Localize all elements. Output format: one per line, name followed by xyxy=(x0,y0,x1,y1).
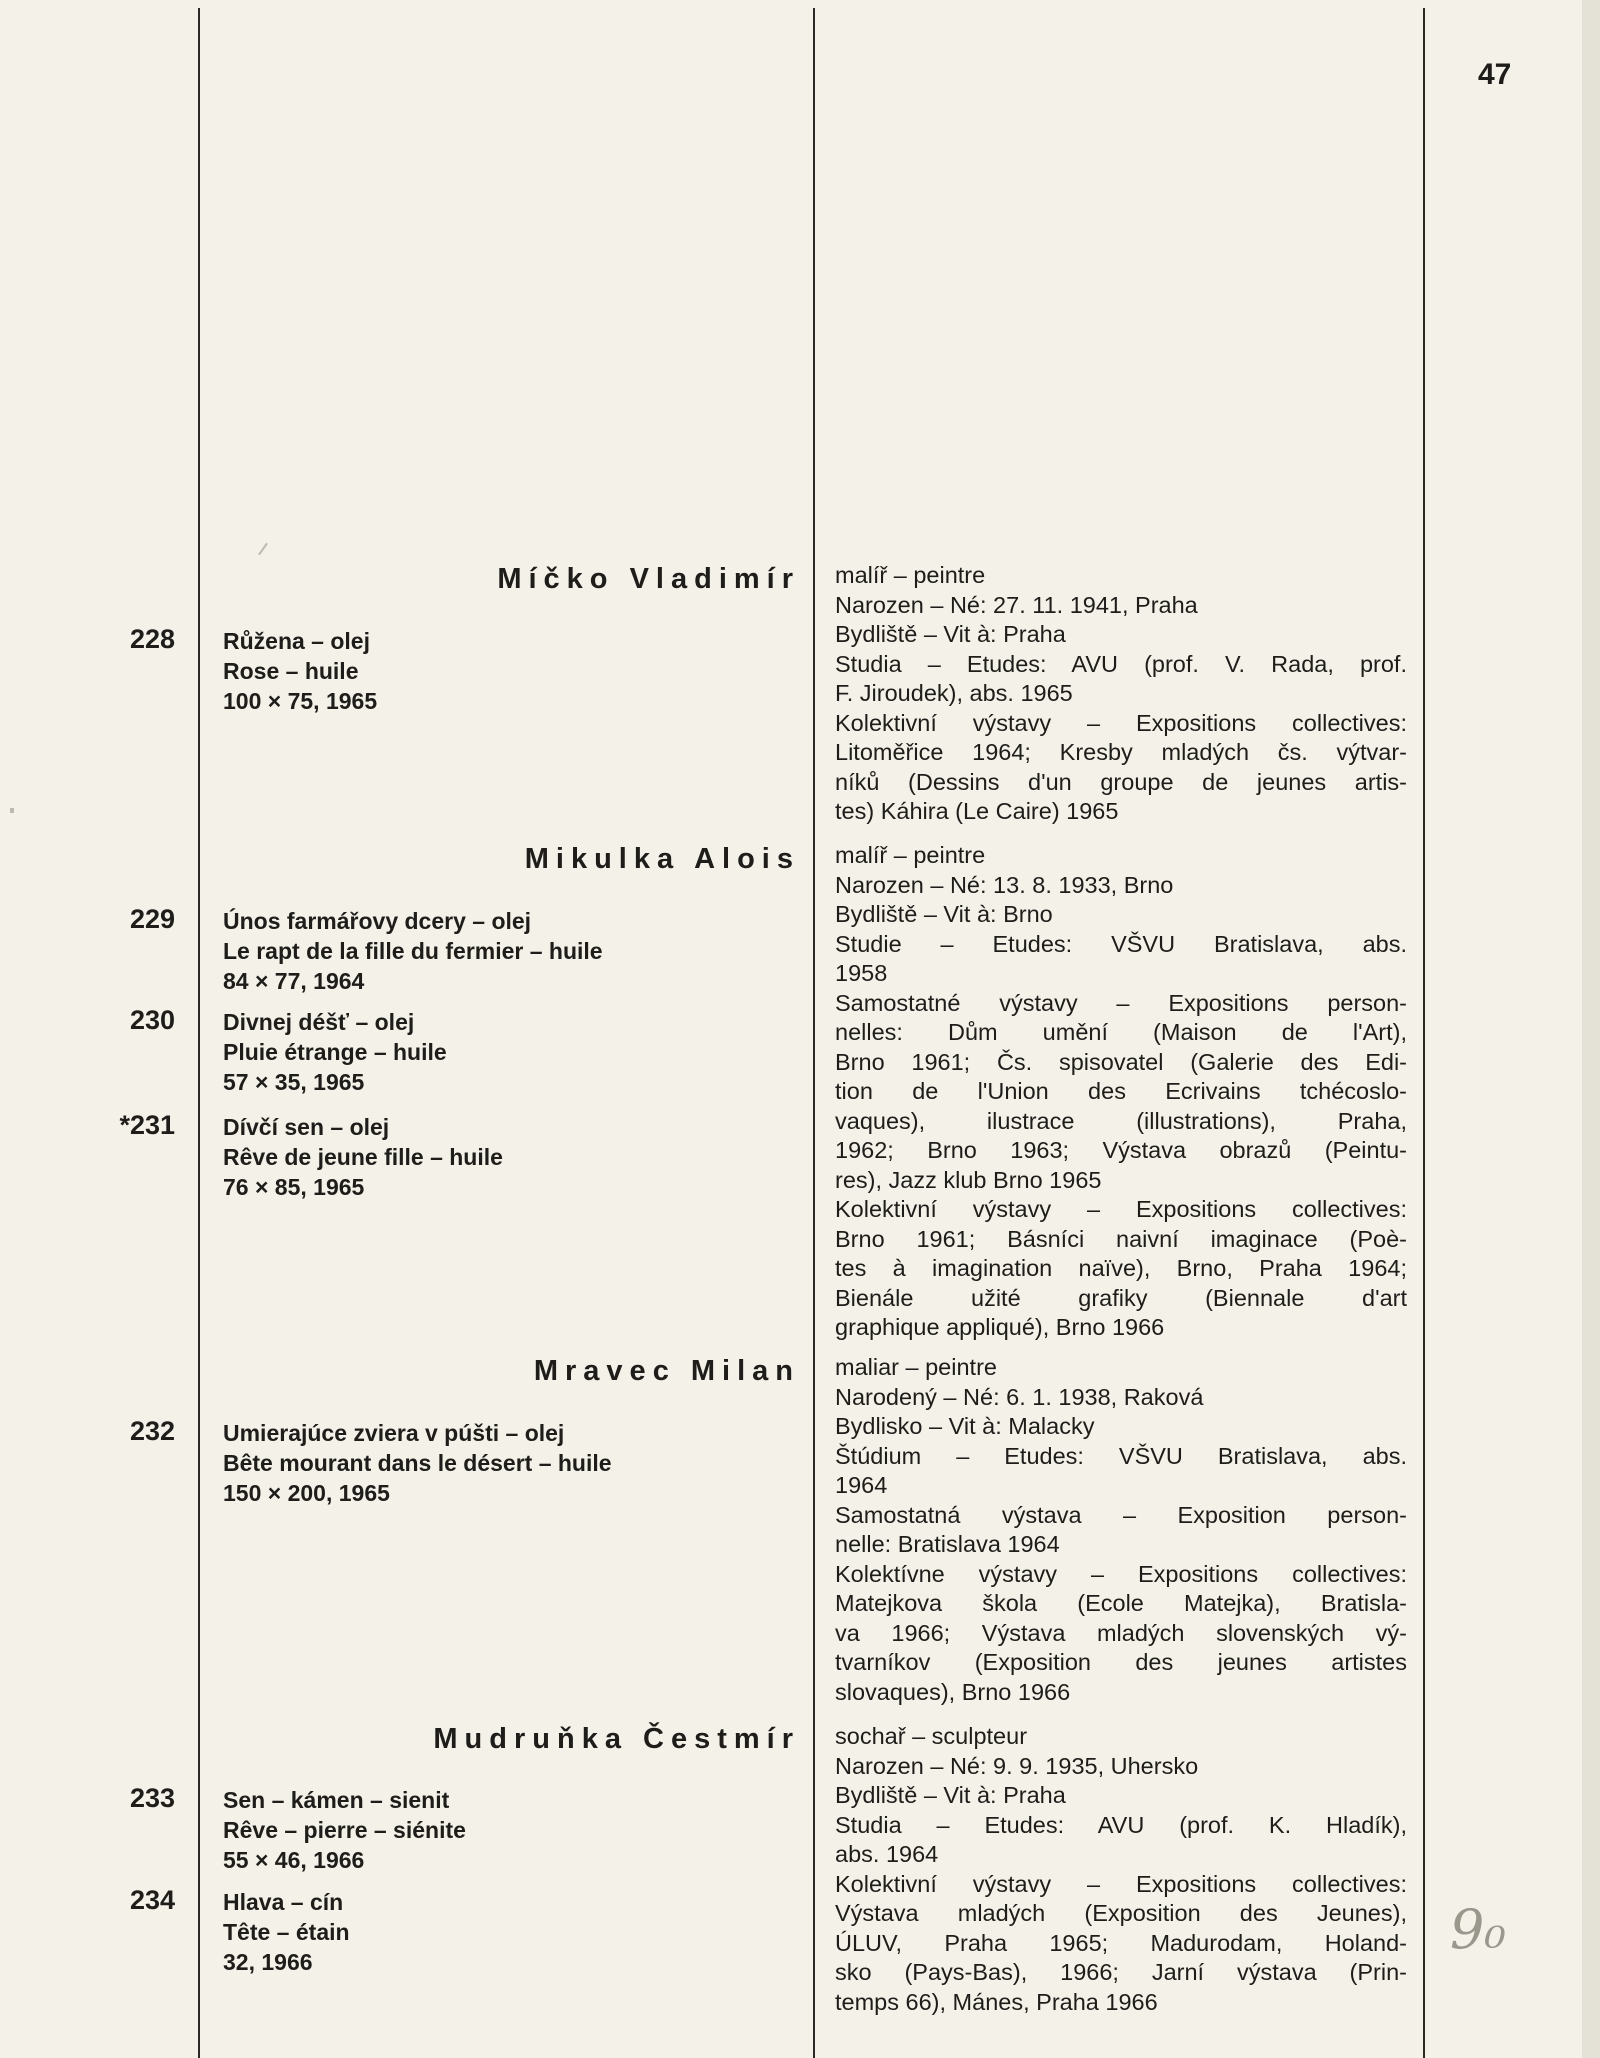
artist-name: Mudruňka Čestmír xyxy=(433,1723,800,1755)
page-number: 47 xyxy=(1478,58,1512,91)
bio-line: 1962; Brno 1963; Výstava obrazů (Peintu- xyxy=(835,1137,1407,1163)
bio-line: Brno 1961; Čs. spisovatel (Galerie des Edi- xyxy=(835,1048,1407,1075)
bio-line: malíř – peintre xyxy=(835,842,986,868)
entry-number: 233 xyxy=(129,1783,175,1813)
work-dimensions: 100 × 75, 1965 xyxy=(223,688,378,714)
bio-line: Matejkova škola (Ecole Matejka), Bratisla- xyxy=(835,1590,1407,1616)
work-title-french: Bête mourant dans le désert – huile xyxy=(223,1450,612,1476)
bio-line: Studia – Etudes: AVU (prof. V. Rada, prof. xyxy=(835,650,1407,677)
bio-line: Výstava mladých (Exposition des Jeunes), xyxy=(835,1900,1407,1926)
artist-biography xyxy=(835,1353,1407,1707)
bio-line: tes à imagination naïve), Brno, Praha 1964; xyxy=(835,1255,1407,1281)
bio-line: 1964 xyxy=(835,1472,888,1498)
bio-line: Kolektivní výstavy – Expositions collectives: xyxy=(835,709,1407,736)
bio-line: maliar – peintre xyxy=(835,1354,997,1380)
bio-line: Brno 1961; Básníci naivní imaginace (Poè- xyxy=(835,1225,1407,1252)
work-title-czech: Sen – kámen – sienit xyxy=(223,1787,450,1813)
bio-line: 1958 xyxy=(835,960,888,986)
bio-line: Kolektivní výstavy – Expositions collectives: xyxy=(835,1196,1407,1222)
bio-line: tvarníkov (Exposition des jeunes artistes xyxy=(835,1649,1407,1675)
bio-line: Bydliště – Vit à: Praha xyxy=(835,1782,1066,1808)
column-rule-right xyxy=(1423,8,1425,2058)
catalog-entry xyxy=(0,1110,800,1210)
work-title-czech: Únos farmářovy dcery – olej xyxy=(223,908,532,934)
catalog-entry xyxy=(0,624,800,724)
bio-line: slovaques), Brno 1966 xyxy=(835,1678,1071,1705)
column-rule-middle xyxy=(813,8,815,2058)
bio-line: Studia – Etudes: AVU (prof. K. Hladík), xyxy=(835,1811,1407,1838)
work-dimensions: 150 × 200, 1965 xyxy=(223,1480,390,1506)
work-title-slovak: Umierajúce zviera v púšti – olej xyxy=(223,1420,565,1446)
work-dimensions: 76 × 85, 1965 xyxy=(223,1174,365,1200)
work-title-czech: Hlava – cín xyxy=(223,1889,344,1915)
work-dimensions: 55 × 46, 1966 xyxy=(223,1847,365,1873)
bio-line: malíř – peintre xyxy=(835,562,986,588)
entry-number: 229 xyxy=(129,904,175,934)
bio-line: temps 66), Mánes, Praha 1966 xyxy=(835,1988,1158,2015)
bio-line: Bydliště – Vit à: Praha xyxy=(835,621,1066,647)
page-edge xyxy=(1582,0,1600,2058)
bio-line: Samostatná výstava – Exposition person- xyxy=(835,1501,1407,1528)
work-dimensions: 84 × 77, 1964 xyxy=(223,968,365,994)
bio-line: Bydlisko – Vit à: Malacky xyxy=(835,1413,1095,1439)
bio-line: níků (Dessins d'un groupe de jeunes artis- xyxy=(835,768,1407,795)
bio-line: Kolektívne výstavy – Expositions collectives: xyxy=(835,1560,1407,1587)
bio-line: ÚLUV, Praha 1965; Madurodam, Holand- xyxy=(835,1929,1407,1956)
bio-line: Bienále užité grafiky (Biennale d'art xyxy=(835,1284,1407,1311)
bio-line: vaques), ilustrace (illustrations), Praha, xyxy=(835,1107,1407,1134)
bio-line: Narozen – Né: 27. 11. 1941, Praha xyxy=(835,591,1198,618)
bio-line: abs. 1964 xyxy=(835,1841,939,1867)
artist-biography xyxy=(835,561,1407,827)
stray-mark xyxy=(258,543,268,556)
entry-number: 228 xyxy=(129,624,175,654)
work-title-french: Rêve de jeune fille – huile xyxy=(223,1144,503,1170)
bio-line: F. Jiroudek), abs. 1965 xyxy=(835,680,1073,706)
bio-line: nelles: Dům umění (Maison de l'Art), xyxy=(835,1019,1407,1045)
work-title-czech: Divnej déšť – olej xyxy=(223,1009,415,1035)
artist-biography xyxy=(835,1722,1407,2017)
stray-mark xyxy=(10,808,14,813)
bio-line: sko (Pays-Bas), 1966; Jarní výstava (Prin- xyxy=(835,1959,1407,1985)
artist-name: Mravec Milan xyxy=(533,1355,800,1387)
work-title-french: Pluie étrange – huile xyxy=(223,1039,447,1065)
bio-line: Bydliště – Vit à: Brno xyxy=(835,901,1053,927)
work-title-french: Rêve – pierre – siénite xyxy=(223,1817,466,1843)
bio-line: tion de l'Union des Ecrivains tchécoslo- xyxy=(835,1078,1407,1104)
work-title-french: Tête – étain xyxy=(223,1919,350,1945)
catalog-entry xyxy=(0,1885,800,1985)
entry-number: 230 xyxy=(129,1005,175,1035)
bio-line: tes) Káhira (Le Caire) 1965 xyxy=(835,798,1119,824)
catalog-entry xyxy=(0,1783,800,1883)
catalog-entry xyxy=(0,904,800,1004)
entry-number: 234 xyxy=(129,1885,175,1915)
work-dimensions: 57 × 35, 1965 xyxy=(223,1069,365,1095)
bio-line: Samostatné výstavy – Expositions person- xyxy=(835,989,1407,1016)
entry-number: 232 xyxy=(129,1416,175,1446)
catalog-entry xyxy=(0,1416,800,1516)
artist-name: Mikulka Alois xyxy=(524,843,800,875)
entry-number: *231 xyxy=(119,1110,175,1140)
bio-line: sochař – sculpteur xyxy=(835,1723,1028,1749)
bio-line: Narozen – Né: 9. 9. 1935, Uhersko xyxy=(835,1752,1199,1779)
bio-line: nelle: Bratislava 1964 xyxy=(835,1531,1060,1557)
work-title-french: Le rapt de la fille du fermier – huile xyxy=(223,938,603,964)
artist-name: Míčko Vladimír xyxy=(497,563,800,595)
bio-line: Narodený – Né: 6. 1. 1938, Raková xyxy=(835,1383,1204,1410)
work-title-czech: Růžena – olej xyxy=(223,628,370,654)
bio-line: Narozen – Né: 13. 8. 1933, Brno xyxy=(835,871,1174,898)
work-title-czech: Dívčí sen – olej xyxy=(223,1114,390,1140)
bio-line: Studie – Etudes: VŠVU Bratislava, abs. xyxy=(835,930,1407,957)
catalog-entry xyxy=(0,1005,800,1105)
artist-biography xyxy=(835,841,1407,1343)
bio-line: graphique appliqué), Brno 1966 xyxy=(835,1314,1165,1340)
handwritten-margin-mark: 9₀ xyxy=(1450,1898,1507,1961)
work-dimensions: 32, 1966 xyxy=(223,1949,313,1975)
bio-line: Kolektivní výstavy – Expositions collectives: xyxy=(835,1870,1407,1897)
bio-line: Štúdium – Etudes: VŠVU Bratislava, abs. xyxy=(835,1442,1407,1469)
work-title-french: Rose – huile xyxy=(223,658,359,684)
bio-line: Litoměřice 1964; Kresby mladých čs. výtvar- xyxy=(835,739,1407,765)
bio-line: res), Jazz klub Brno 1965 xyxy=(835,1166,1102,1193)
bio-line: va 1966; Výstava mladých slovenských vý- xyxy=(835,1619,1407,1646)
